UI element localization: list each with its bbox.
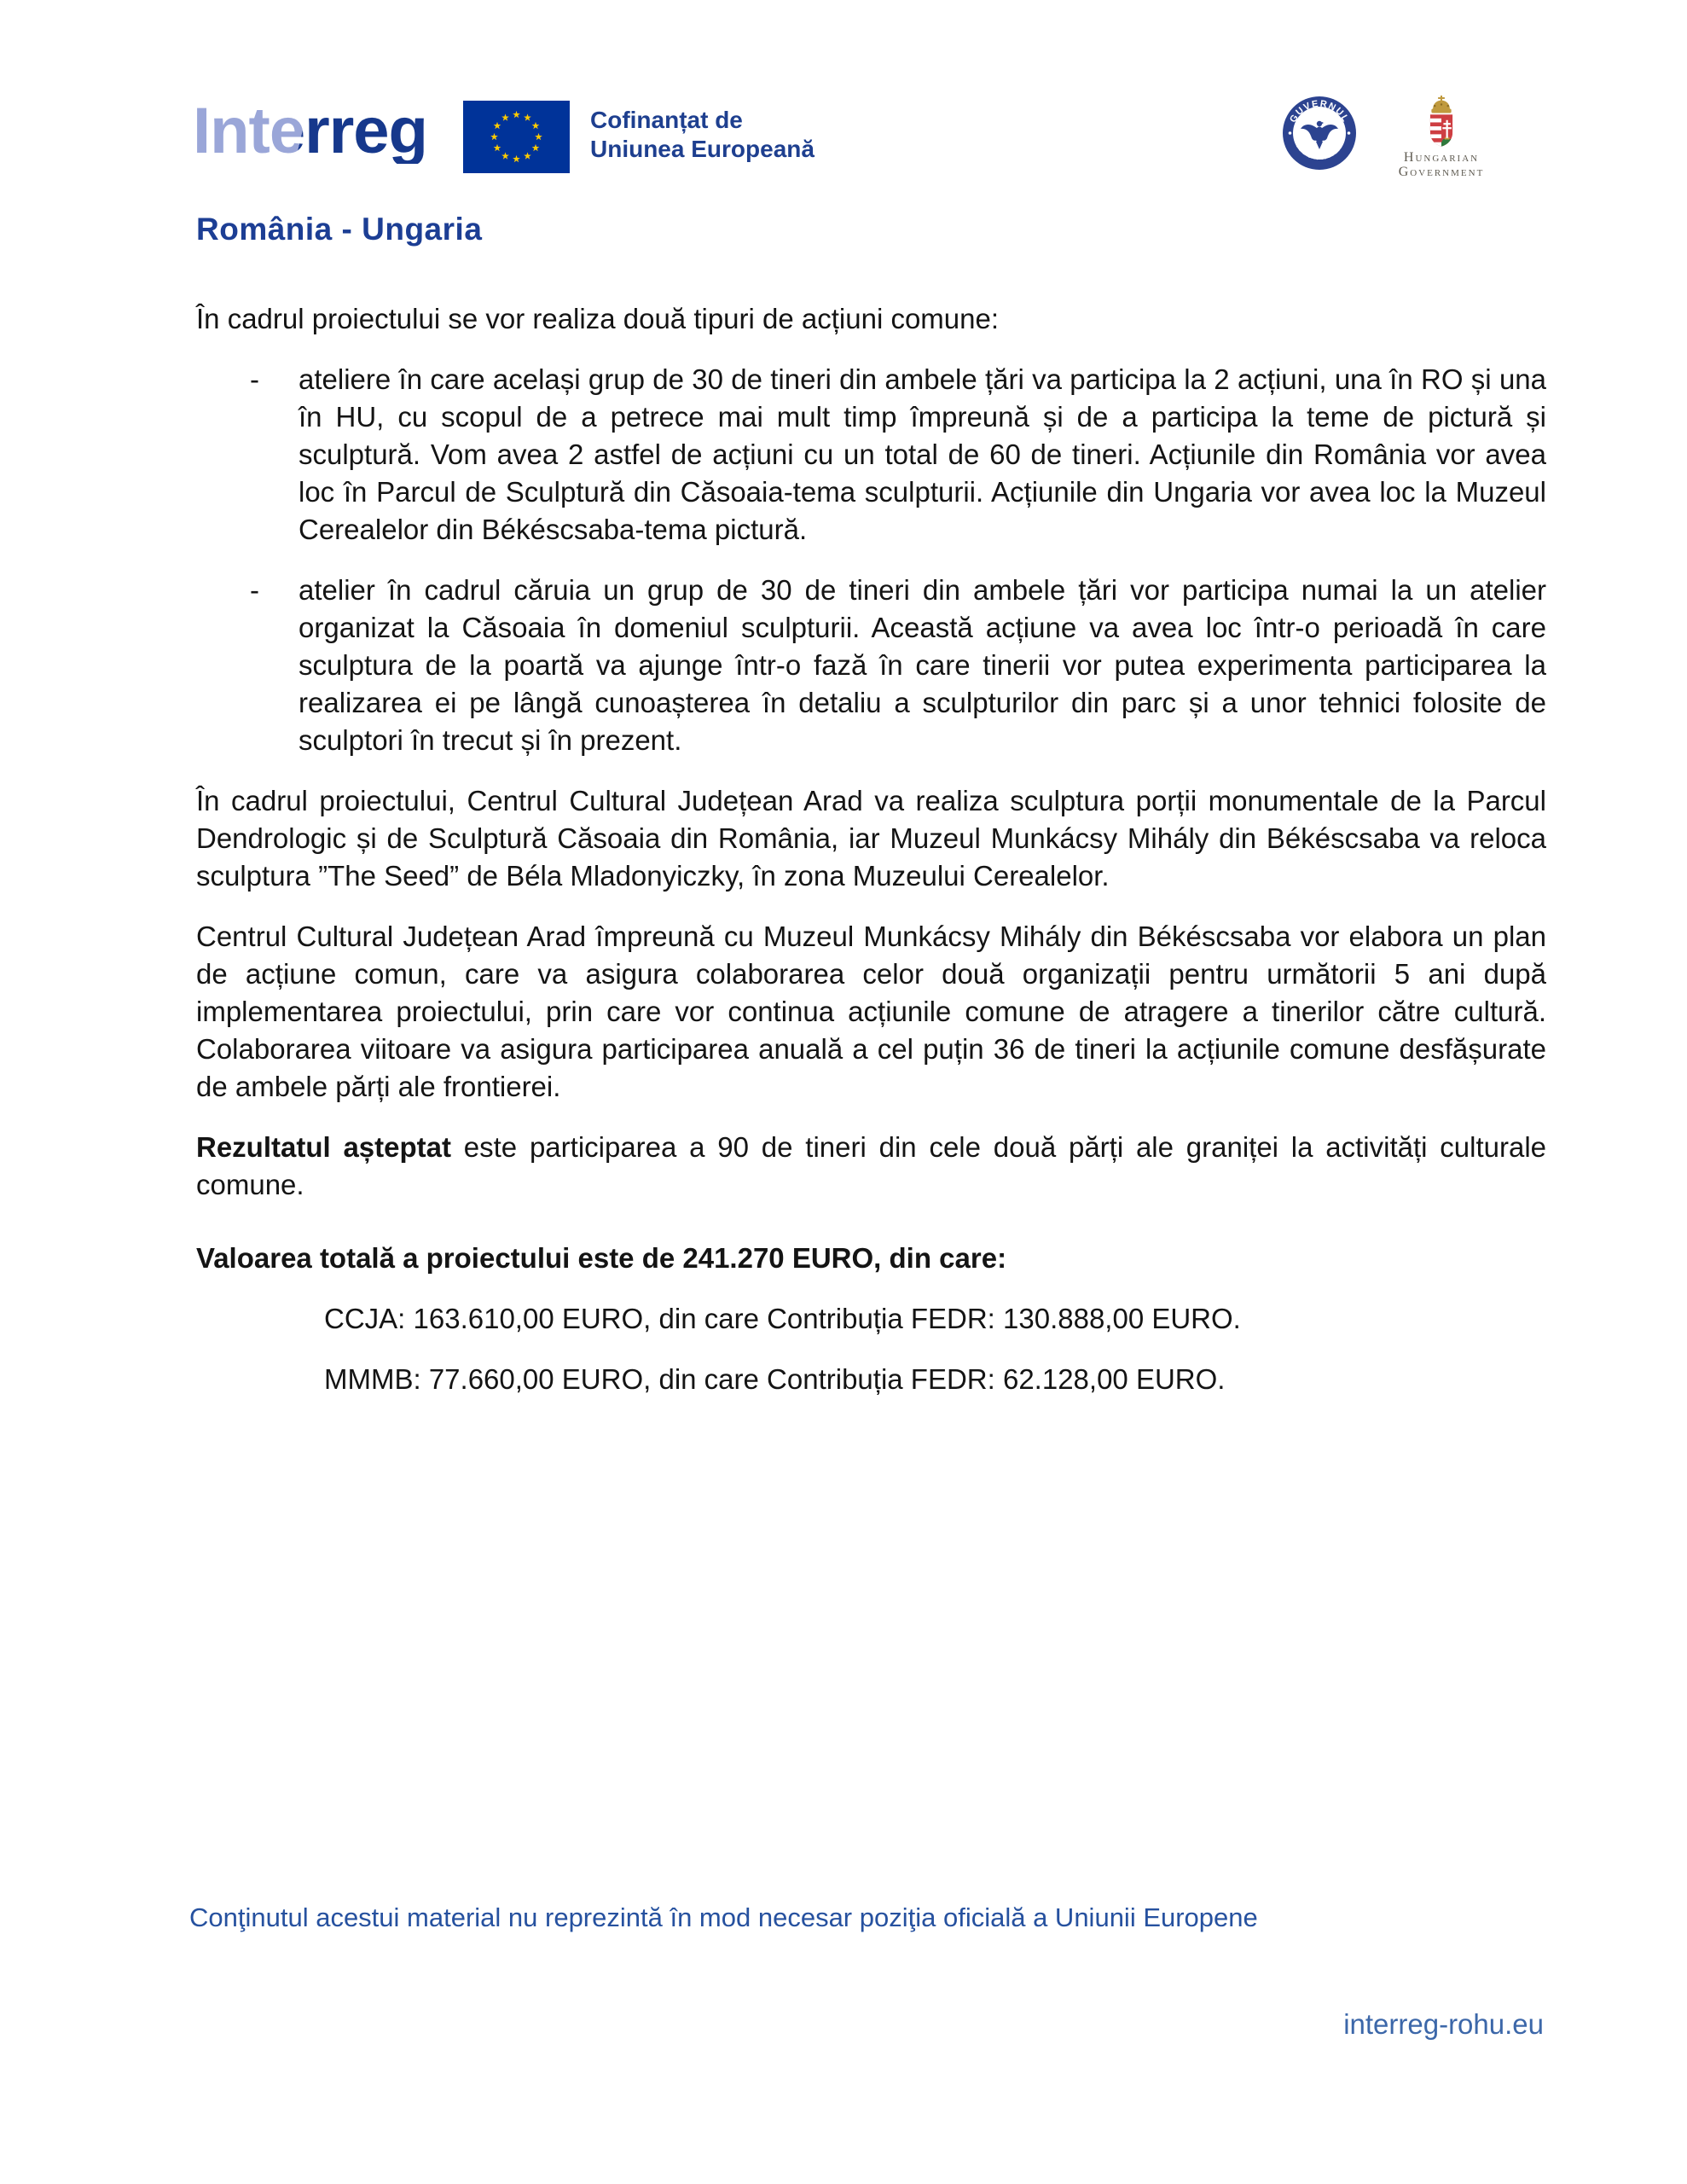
intro-paragraph: În cadrul proiectului se vor realiza două tipuri de acțiuni comune: (196, 303, 1000, 334)
list-item-text: ateliere în care același grup de 30 de tineri din ambele țări va participa la 2 acțiuni, una în RO și una în HU, cu scopul de a petrece mai mult timp împreună și de a participa la teme de pictură și sculptură. Vom avea 2 astfel de acțiuni cu un total de 60 de tineri. Acțiunile din România vor avea loc în Parcul de Sculptură din Căsoaia-tema sculpturii. Acțiunile din Ungaria vor avea loc la Muzeul Cerealelor din Békéscsaba-tema pictură. (299, 363, 1546, 545)
interreg-logo: Interreg (193, 95, 427, 167)
hungarian-coat-of-arms-icon (1422, 96, 1461, 148)
hungarian-government-logo (1373, 92, 1510, 179)
list-item-text: atelier în cadrul căruia un grup de 30 de tineri din ambele țări vor participa numai la un atelier organizat la Căsoaia în domeniul sculpturii. Această acțiune va avea loc într-o perioadă în care sculptura de la poartă va ajunge într-o fază în care tinerii vor putea experimenta participarea la realizarea ei pe lângă cunoașterea în detaliu a sculpturilor din parc și a unor tehnici folosite de sculptori în trecut și în prezent. (299, 574, 1546, 756)
list-item (196, 572, 1546, 759)
ro-seal-arc-top-label: GUVERNUL (1288, 98, 1351, 125)
government-logos (1275, 92, 1557, 195)
hu-gov-label-line1: Hungarian (1403, 150, 1480, 165)
ro-seal-arc-bottom-label: ROMÂNIEI (1293, 141, 1346, 163)
cofinance-line1: Cofinanțat de (590, 107, 743, 133)
budget-line-ccja: CCJA: 163.610,00 EURO, din care Contribuția FEDR: 130.888,00 EURO. (324, 1303, 1241, 1334)
eu-disclaimer: Conţinutul acestui material nu reprezintă în mod necesar poziţia oficială a Uniunii Europene (189, 1902, 1258, 1932)
hu-gov-label-line2: Government (1398, 165, 1485, 179)
eu-cofinance-caption (590, 106, 815, 164)
total-value-heading: Valoarea totală a proiectului este de 241.270 EURO, din care: (196, 1242, 1007, 1274)
result-text: este participarea a 90 de tineri din cele două părți ale graniței la activități culturale comune. (196, 1131, 1546, 1200)
program-website-link[interactable]: interreg-rohu.eu (1343, 2008, 1544, 2040)
bullet-marker: - (250, 363, 259, 395)
paragraph-plan: Centrul Cultural Județean Arad împreună cu Muzeul Munkácsy Mihály din Békéscsaba vor elabora un plan de acțiune comun, care va asigura colaborarea celor două organizații pentru următorii 5 ani după implementarea proiectului, prin care vor continua acțiunile comune de atragere a tinerilor către cultură. Colaborarea viitoare va asigura participarea anuală a cel puțin 36 de tineri la acțiunile comune desfășurate de ambele părți ale frontierei. (196, 921, 1546, 1102)
romanian-government-seal-icon (1282, 96, 1357, 171)
result-label: Rezultatul așteptat (196, 1131, 451, 1163)
bullet-marker: - (250, 574, 259, 606)
budget-line-mmmb: MMMB: 77.660,00 EURO, din care Contribuția FEDR: 62.128,00 EURO. (324, 1363, 1226, 1395)
document-body (196, 300, 1546, 1421)
cofinance-line2: Uniunea Europeană (590, 136, 815, 162)
eu-flag-icon (463, 101, 570, 173)
paragraph-sculpture: În cadrul proiectului, Centrul Cultural Județean Arad va realiza sculptura porții monumentale de la Parcul Dendrologic și de Sculptură Căsoaia din România, iar Muzeul Munkácsy Mihály din Békéscsaba va reloca sculptura ”The Seed” de Béla Mladonyiczky, în zona Muzeului Cerealelor. (196, 785, 1546, 892)
list-item (196, 361, 1546, 549)
hu-shield (1430, 114, 1453, 147)
program-subtitle: România - Ungaria (196, 212, 483, 247)
paragraph-result (196, 1129, 1546, 1204)
